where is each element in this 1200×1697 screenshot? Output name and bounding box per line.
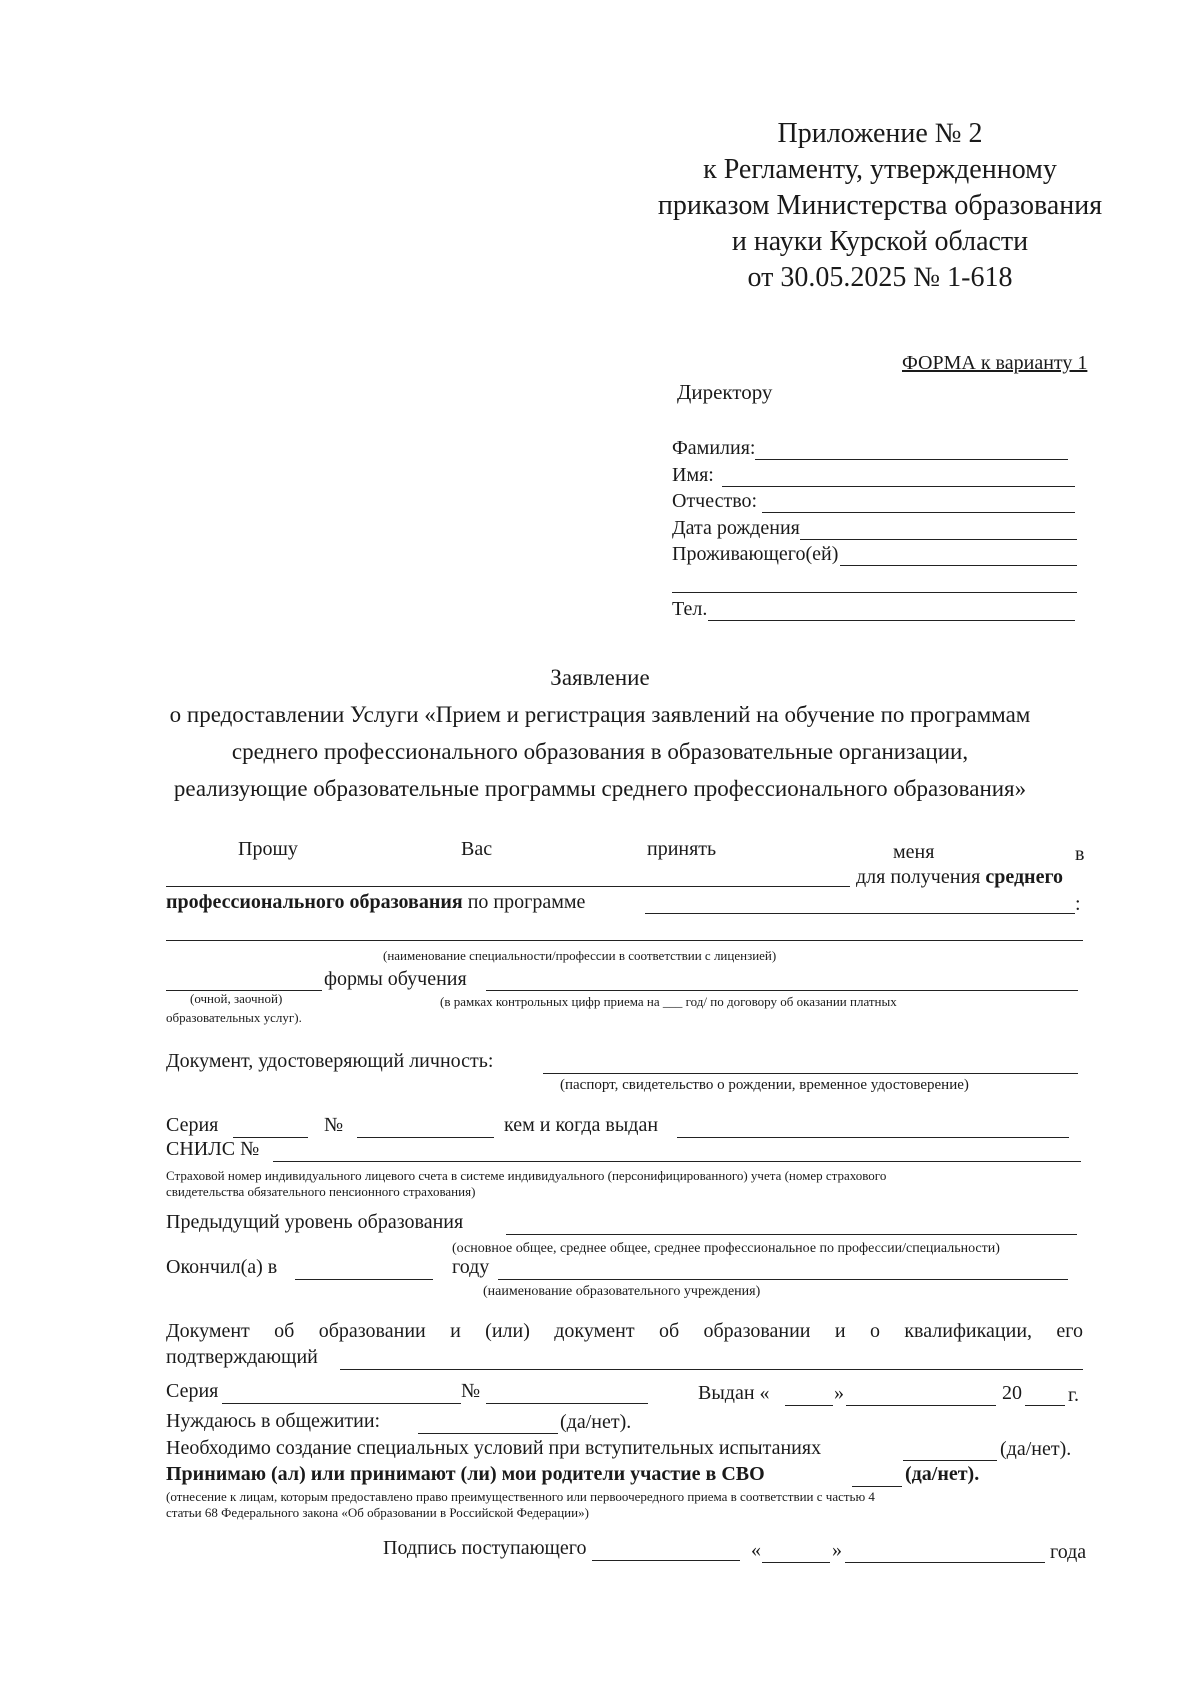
appendix-order: приказом Министерства образования bbox=[657, 190, 1103, 221]
edu-doc-line-2: подтверждающий bbox=[166, 1346, 318, 1368]
surname-label: Фамилия: bbox=[672, 437, 756, 459]
edu-doc-field[interactable] bbox=[340, 1369, 1083, 1370]
issued-month-field[interactable] bbox=[846, 1405, 996, 1406]
statement-subtitle-1: о предоставлении Услуги «Прием и регистрация заявлений на обучение по программам bbox=[169, 702, 1031, 727]
signature-quote-open: « bbox=[751, 1539, 761, 1561]
word-me: меня bbox=[893, 841, 935, 863]
graduated-label: Окончил(а) в bbox=[166, 1256, 278, 1278]
institution-field[interactable] bbox=[166, 886, 850, 887]
issued-year-field[interactable] bbox=[1025, 1405, 1065, 1406]
appendix-number: Приложение № 2 bbox=[777, 118, 983, 149]
phone-field[interactable] bbox=[708, 620, 1075, 621]
receive-text: для получения среднего bbox=[856, 866, 1064, 888]
prev-level-field[interactable] bbox=[506, 1234, 1077, 1235]
residing-label: Проживающего(ей) bbox=[672, 543, 839, 565]
statement-subtitle-2: среднего профессионального образования в образовательные организации, bbox=[231, 739, 969, 764]
name-field[interactable] bbox=[722, 486, 1075, 487]
residing-field-2[interactable] bbox=[672, 592, 1077, 593]
statement-subtitle-3: реализующие образовательные программы среднего профессионального образования» bbox=[173, 776, 1027, 801]
snils-note-2: свидетельства обязательного пенсионного страхования) bbox=[166, 1184, 476, 1199]
edu-number-label: № bbox=[461, 1380, 481, 1402]
number-label: № bbox=[324, 1114, 344, 1136]
edu-series-label: Серия bbox=[166, 1380, 219, 1402]
birthdate-field[interactable] bbox=[800, 539, 1077, 540]
signature-quote-close: » bbox=[832, 1539, 842, 1561]
special-conditions-yes-no: (да/нет). bbox=[1000, 1438, 1072, 1460]
word-request: Прошу bbox=[238, 838, 298, 860]
prev-level-label: Предыдущий уровень образования bbox=[166, 1211, 464, 1233]
series-label: Серия bbox=[166, 1114, 219, 1136]
svo-yes-no: (да/нет). bbox=[905, 1463, 980, 1485]
word-you: Вас bbox=[461, 838, 493, 860]
special-conditions-label: Необходимо создание специальных условий при вступительных испытаниях bbox=[166, 1437, 822, 1459]
issued-year-suffix: г. bbox=[1068, 1384, 1079, 1406]
snils-field[interactable] bbox=[273, 1161, 1081, 1162]
svo-label: Принимаю (ал) или принимают (ли) мои родители участие в СВО bbox=[166, 1463, 765, 1485]
study-form-label: формы обучения bbox=[324, 968, 467, 990]
birthdate-label: Дата рождения bbox=[672, 517, 800, 539]
number-field[interactable] bbox=[357, 1137, 494, 1138]
program-colon: : bbox=[1075, 893, 1081, 915]
graduated-year-field[interactable] bbox=[295, 1279, 433, 1280]
issued-quote-close: » bbox=[834, 1382, 844, 1404]
issued-by-label: кем и когда выдан bbox=[504, 1114, 659, 1136]
signature-day-field[interactable] bbox=[762, 1562, 830, 1563]
appendix-date: от 30.05.2025 № 1-618 bbox=[747, 262, 1013, 293]
issued-by-field[interactable] bbox=[677, 1137, 1069, 1138]
svo-note-1: (отнесение к лицам, которым предоставлено право преимущественного или первоочередного приема в соответствии с частью 4 bbox=[166, 1489, 875, 1504]
prev-level-note: (основное общее, среднее общее, среднее профессиональное по профессии/специальности) bbox=[452, 1241, 1000, 1256]
issued-year-prefix: 20 bbox=[1002, 1382, 1022, 1404]
institution-note: (наименование образовательного учреждения) bbox=[483, 1284, 761, 1299]
issued-label: Выдан « bbox=[698, 1382, 770, 1404]
name-label: Имя: bbox=[672, 464, 714, 486]
edu-series-field[interactable] bbox=[222, 1403, 461, 1404]
appendix-ministry: и науки Курской области bbox=[731, 226, 1029, 257]
id-doc-label: Документ, удостоверяющий личность: bbox=[166, 1050, 494, 1072]
signature-month-year-field[interactable] bbox=[845, 1562, 1045, 1563]
study-form-note: (очной, заочной) bbox=[190, 991, 283, 1006]
program-field[interactable] bbox=[645, 913, 1075, 914]
specialty-field[interactable] bbox=[166, 940, 1083, 941]
snils-note-1: Страховой номер индивидуального лицевого счета в системе индивидуального (персонифицированного) учета (номер страхового bbox=[166, 1168, 887, 1183]
patronymic-label: Отчество: bbox=[672, 490, 758, 512]
word-in: в bbox=[1075, 843, 1085, 865]
year-word: году bbox=[452, 1256, 490, 1278]
svo-note-2: статьи 68 Федерального закона «Об образовании в Российской Федерации») bbox=[166, 1505, 589, 1520]
patronymic-field[interactable] bbox=[762, 512, 1075, 513]
specialty-note: (наименование специальности/профессии в соответствии с лицензией) bbox=[383, 948, 777, 963]
institution-name-field[interactable] bbox=[498, 1279, 1068, 1280]
dorm-field[interactable] bbox=[418, 1433, 558, 1434]
residing-field[interactable] bbox=[840, 565, 1077, 566]
admission-note-2: образовательных услуг). bbox=[166, 1010, 302, 1025]
dorm-label: Нуждаюсь в общежитии: bbox=[166, 1410, 381, 1432]
form-reference: ФОРМА к варианту 1 bbox=[902, 352, 1088, 374]
admission-basis-field[interactable] bbox=[486, 990, 1078, 991]
dorm-yes-no: (да/нет). bbox=[560, 1411, 632, 1433]
surname-field[interactable] bbox=[755, 459, 1068, 460]
addressee-director: Директору bbox=[677, 380, 773, 404]
appendix-regulation: к Регламенту, утвержденному bbox=[703, 154, 1057, 185]
word-accept: принять bbox=[647, 838, 717, 860]
phone-label: Тел. bbox=[672, 598, 708, 620]
edu-doc-line-1: Документ об образовании и (или) документ об образовании и о квалификации, его bbox=[166, 1320, 1083, 1342]
snils-label: СНИЛС № bbox=[166, 1138, 260, 1160]
signature-label: Подпись поступающего bbox=[383, 1537, 587, 1559]
signature-year-word: года bbox=[1050, 1541, 1087, 1563]
id-doc-field[interactable] bbox=[543, 1073, 1078, 1074]
statement-title: Заявление bbox=[550, 665, 650, 690]
admission-note: (в рамках контрольных цифр приема на ___ год/ по договору об оказании платных bbox=[440, 994, 897, 1009]
svo-field[interactable] bbox=[852, 1486, 902, 1487]
signature-field[interactable] bbox=[592, 1560, 740, 1561]
id-doc-note: (паспорт, свидетельство о рождении, временное удостоверение) bbox=[560, 1077, 969, 1093]
edu-number-field[interactable] bbox=[486, 1403, 648, 1404]
program-line: профессионального образования по программе bbox=[166, 891, 586, 913]
issued-day-field[interactable] bbox=[785, 1405, 833, 1406]
special-conditions-field[interactable] bbox=[903, 1460, 997, 1461]
